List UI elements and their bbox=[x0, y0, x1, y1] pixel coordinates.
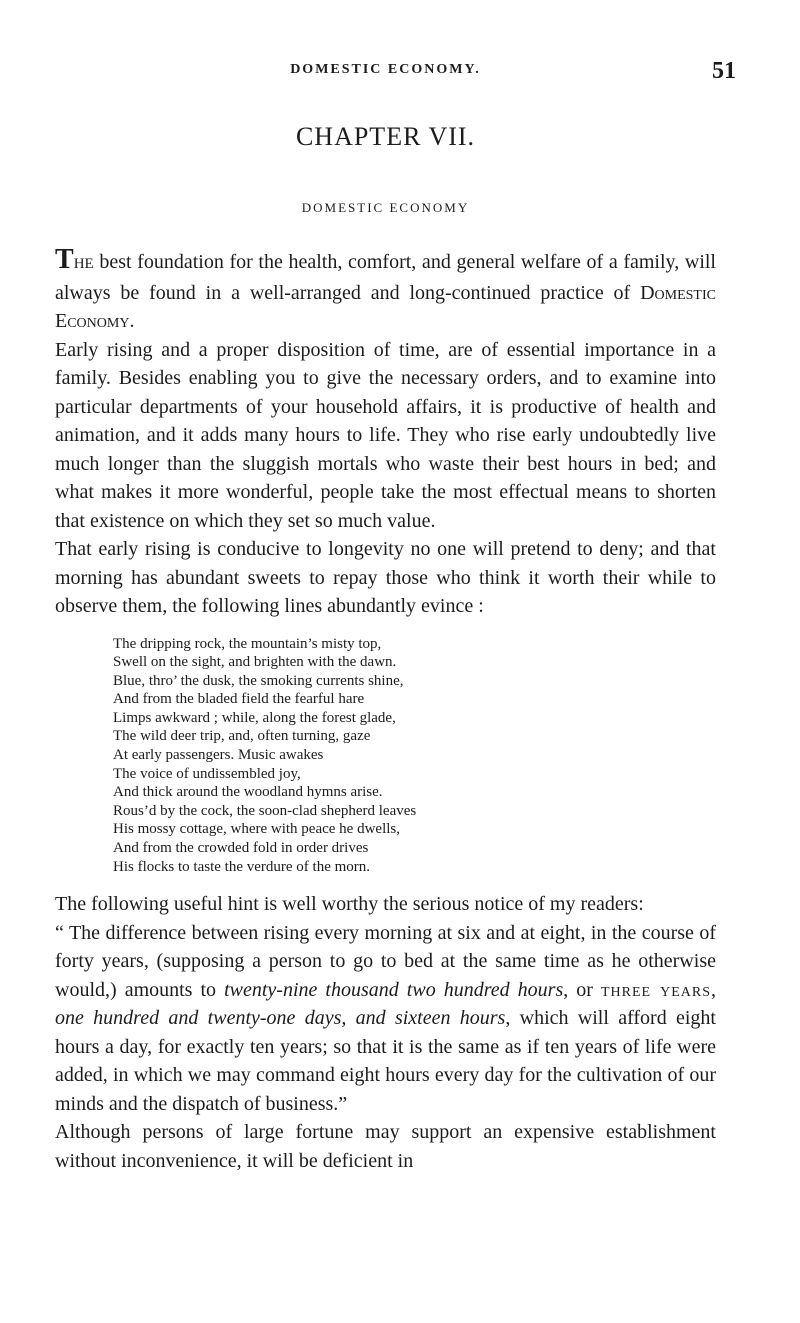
poem-line: The voice of undissembled joy, bbox=[113, 765, 301, 782]
paragraph-longevity: That early rising is conducive to longevity no one will pretend to deny; and that morning has abundant sweets to repay those who think it worth their while to observe them, the following lines abundantly evince : bbox=[55, 538, 716, 617]
poem-line: The dripping rock, the mountain’s misty top, bbox=[113, 635, 382, 652]
running-head bbox=[55, 58, 736, 98]
poem-line: Swell on the sight, and brighten with the dawn. bbox=[113, 654, 397, 671]
paragraph-fortune: Although persons of large fortune may support an expensive establishment without inconvenience, it will be deficient in bbox=[55, 1121, 716, 1172]
poem-line: His mossy cottage, where with peace he dwells, bbox=[113, 821, 400, 838]
chapter-title: CHAPTER VII. bbox=[295, 122, 476, 151]
paragraph-early-rising: Early rising and a proper disposition of time, are of essential importance in a family. Besides enabling you to give the necessary orders, and to examine into particular departments of your household affairs, it is productive of health and animation, and it adds many hours to life. They who rise early undoubtedly live much longer than the sluggish mortals who waste their best hours in bed; and what makes it more wonderful, people take the most effectual means to shorten that existence on which they set so much value. bbox=[55, 338, 716, 532]
chapter-subtitle: DOMESTIC ECONOMY bbox=[301, 200, 470, 215]
paragraph-quotation bbox=[55, 919, 716, 1119]
poem-line: Limps awkward ; while, along the forest glade, bbox=[113, 709, 396, 726]
running-title: DOMESTIC ECONOMY. bbox=[290, 62, 481, 77]
poem-line: Rous’d by the cock, the soon-clad shepherd leaves bbox=[113, 802, 417, 819]
opening-small-caps: HE bbox=[73, 256, 94, 272]
quote-text: , bbox=[711, 978, 716, 1001]
poem-line: And thick around the woodland hymns arise. bbox=[113, 784, 383, 801]
poem bbox=[113, 635, 716, 877]
domestic-economy-term: Domestic Economy bbox=[55, 281, 716, 332]
quote-small-caps-years: three years bbox=[600, 978, 711, 1001]
poem-line: His flocks to taste the verdure of the morn. bbox=[113, 858, 371, 875]
quote-italic-days: one hundred and twenty-one days, and sixteen hours bbox=[55, 1007, 506, 1030]
paragraph-useful-hint: The following useful hint is well worthy the serious notice of my readers: bbox=[55, 893, 644, 916]
drop-cap: T bbox=[55, 244, 74, 275]
opening-text-end: . bbox=[129, 310, 135, 332]
opening-text: best foundation for the health, comfort, and general welfare of a family, will always be found in a well-arranged and long-continued practice of bbox=[55, 251, 716, 304]
poem-line: Blue, thro’ the dusk, the smoking currents shine, bbox=[113, 672, 404, 689]
page-number: 51 bbox=[712, 58, 736, 84]
poem-line: And from the bladed field the fearful hare bbox=[113, 691, 365, 708]
paragraph-opening bbox=[55, 246, 716, 336]
quote-text: , which will afford eight hours a day, for exactly ten years; so that it is the same as if ten years of life were added, in which we may command eight hours every day for the cultivation of our minds and the dispatch of business.” bbox=[55, 1007, 716, 1115]
poem-line: At early passengers. Music awakes bbox=[113, 747, 324, 764]
quote-italic-hours: twenty-nine thousand two hundred hours bbox=[224, 978, 564, 1001]
poem-line: And from the crowded fold in order drives bbox=[113, 840, 369, 857]
quote-text: “ The difference between rising every morning at six and at eight, in the course of forty years, (supposing a person to go to bed at the same time as he otherwise would,) amounts to bbox=[55, 921, 716, 1001]
poem-line: The wild deer trip, and, often turning, gaze bbox=[113, 728, 371, 745]
quote-text: , or bbox=[563, 978, 601, 1001]
